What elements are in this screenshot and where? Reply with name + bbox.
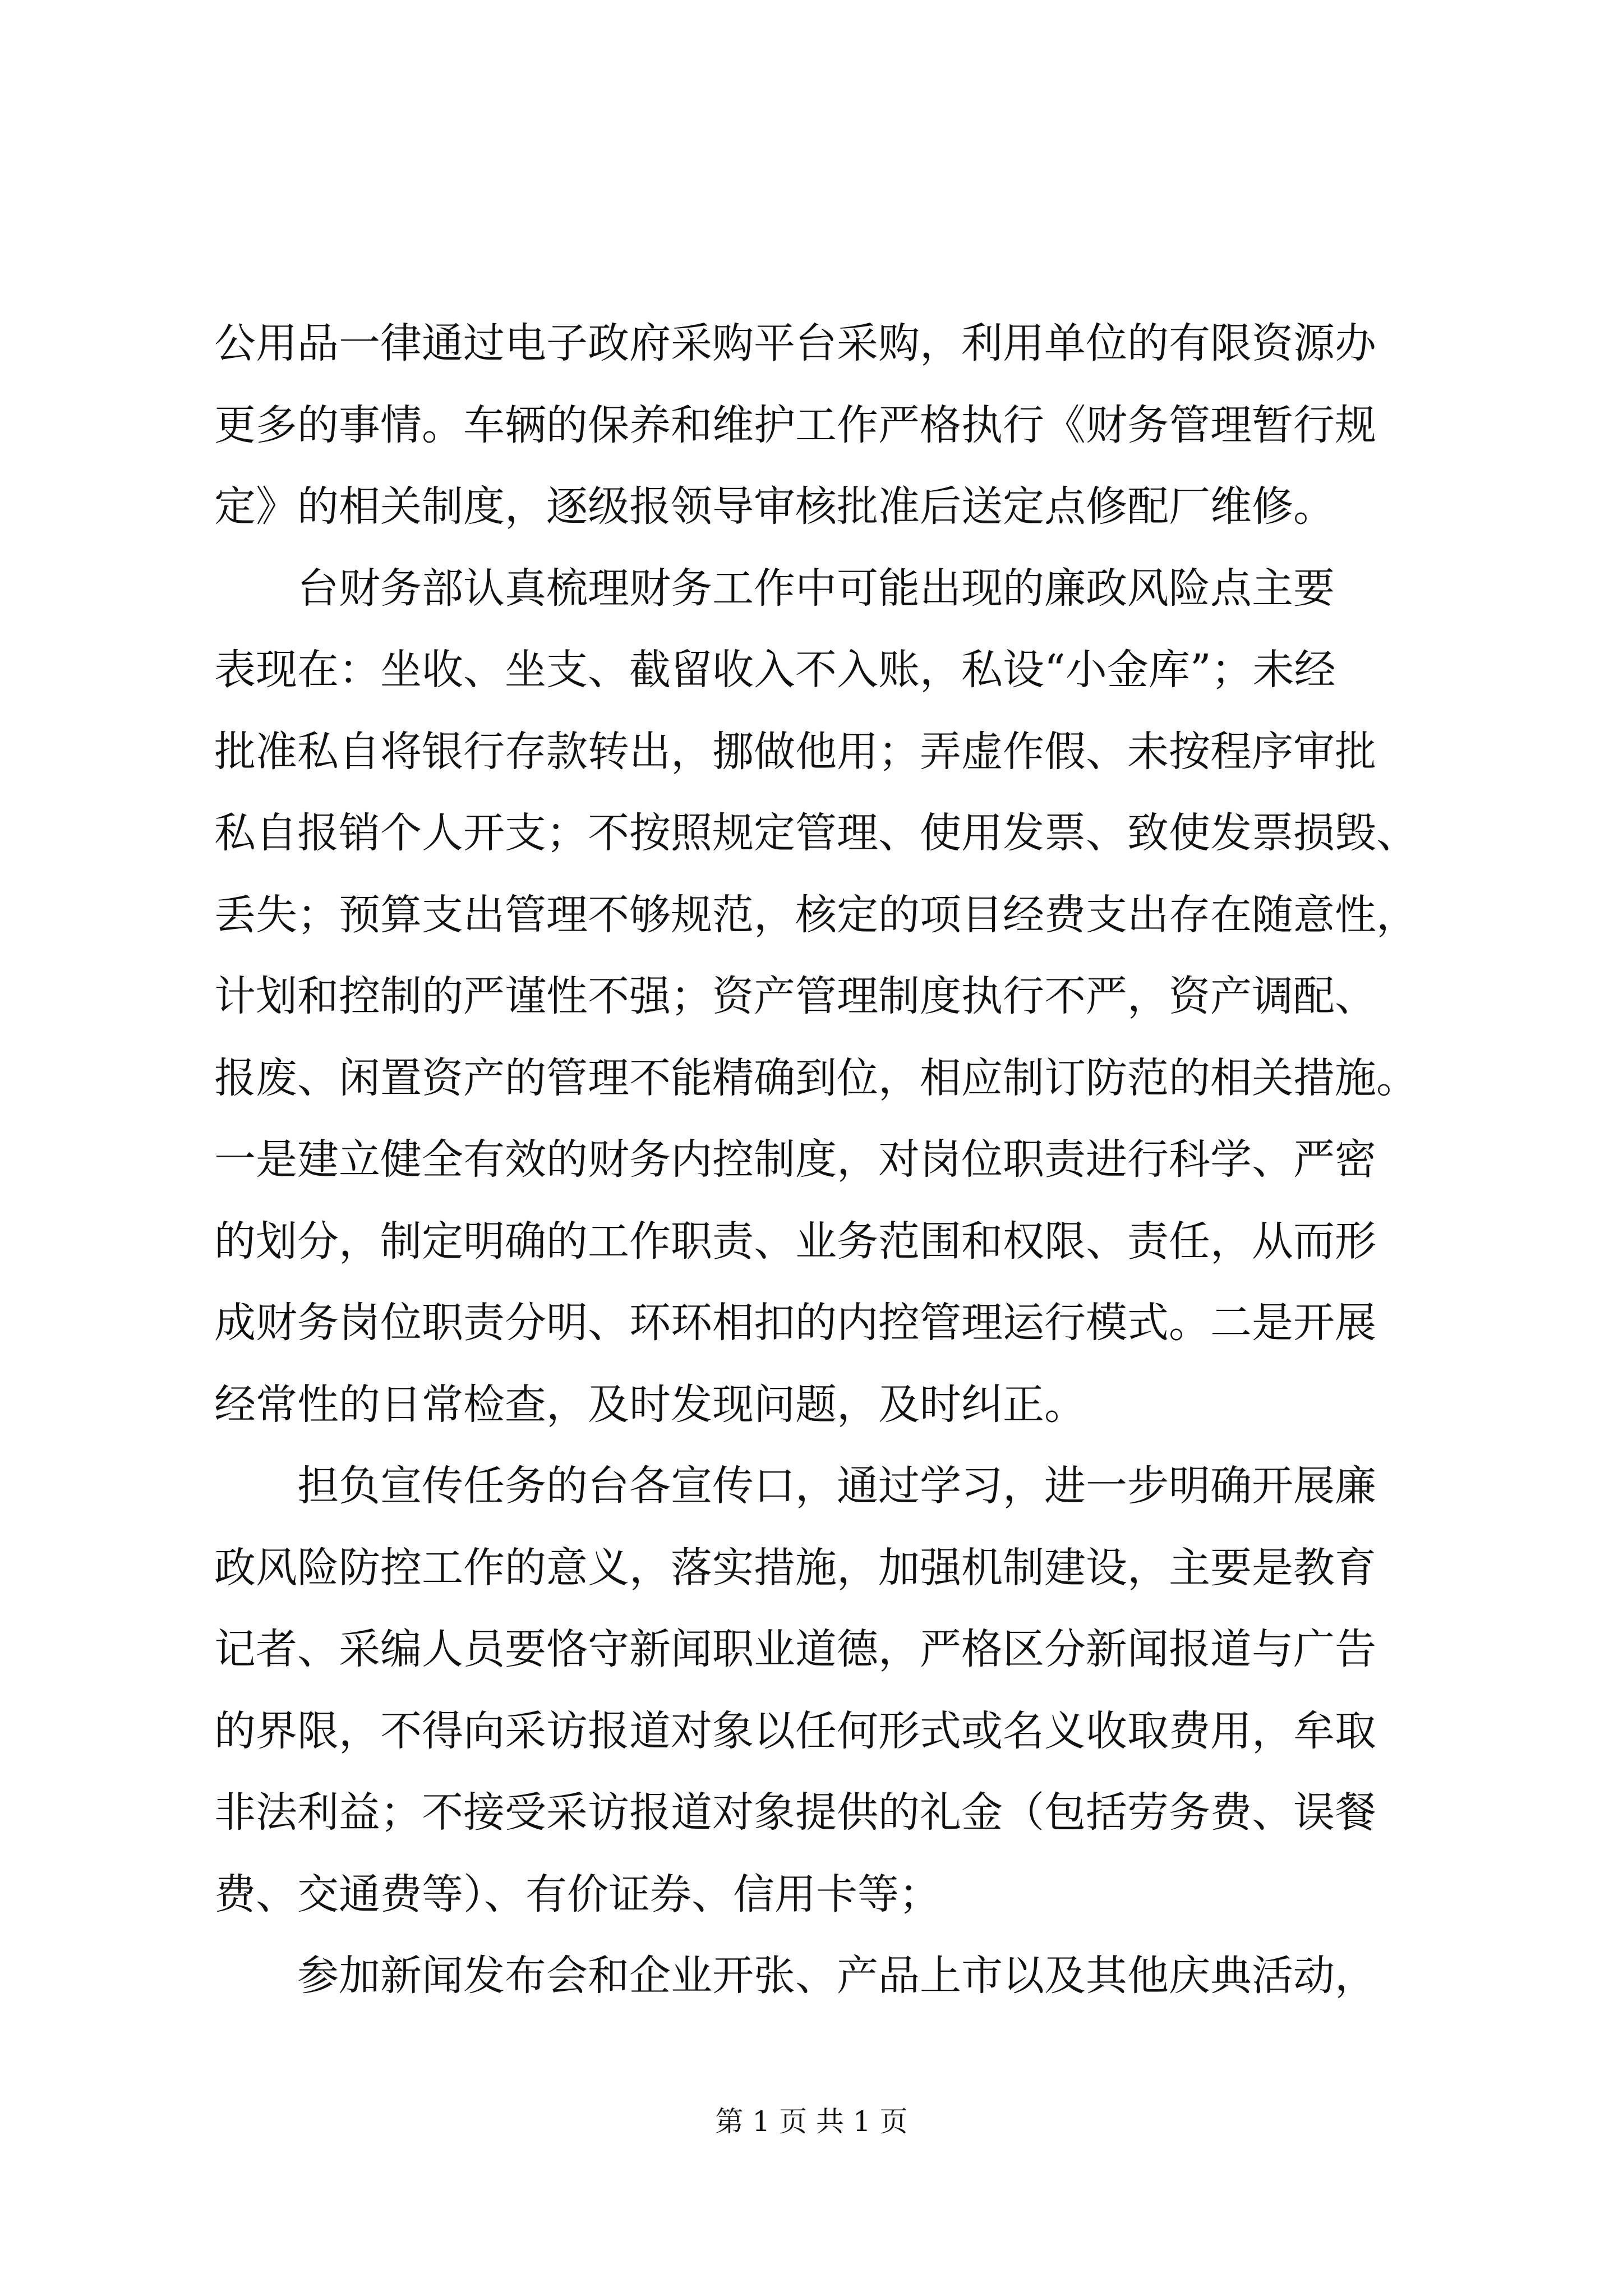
body-text	[214, 303, 1437, 2017]
text-line: 一是建立健全有效的财务内控制度，对岗位职责进行科学、严密	[214, 1135, 1376, 1184]
text-line: 计划和控制的严谨性不强；资产管理制度执行不严，资产调配、	[214, 972, 1376, 1020]
text-line: 经常性的日常检查，及时发现问题，及时纠正。	[214, 1380, 1086, 1429]
text-line: 报废、闲置资产的管理不能精确到位，相应制订防范的相关措施。	[214, 1053, 1418, 1102]
text-line: 定》的相关制度，逐级报领导审核批准后送定点修配厂维修。	[214, 482, 1335, 531]
text-line: 的划分，制定明确的工作职责、业务范围和权限、责任，从而形	[214, 1217, 1376, 1266]
text-line: 非法利益；不接受采访报道对象提供的礼金（包括劳务费、误餐	[214, 1788, 1376, 1837]
page-number: 第 1 页 共 1 页	[715, 2105, 908, 2138]
text-line: 表现在：坐收、坐支、截留收入不入账，私设“小金库”；未经	[214, 646, 1336, 694]
text-line: 的界限，不得向采访报道对象以任何形式或名义收取费用，牟取	[214, 1706, 1376, 1755]
text-line: 私自报销个人开支；不按照规定管理、使用发票、致使发票损毁、	[214, 809, 1418, 857]
page-footer	[0, 2105, 1623, 2138]
text-line: 批准私自将银行存款转出，挪做他用；弄虚作假、未按程序审批	[214, 727, 1376, 776]
text-line: 丢失；预算支出管理不够规范，核定的项目经费支出存在随意性，	[214, 890, 1418, 939]
text-line: 台财务部认真梳理财务工作中可能出现的廉政风险点主要	[214, 564, 1335, 613]
text-line: 参加新闻发布会和企业开张、产品上市以及其他庆典活动，	[214, 1952, 1376, 2000]
text-line: 更多的事情。车辆的保养和维护工作严格执行《财务管理暂行规	[214, 401, 1376, 449]
text-line: 费、交通费等）、有价证券、信用卡等；	[214, 1870, 940, 1918]
text-line: 公用品一律通过电子政府采购平台采购，利用单位的有限资源办	[214, 319, 1376, 367]
text-line: 担负宣传任务的台各宣传口，通过学习，进一步明确开展廉	[214, 1462, 1376, 1510]
text-line: 成财务岗位职责分明、环环相扣的内控管理运行模式。二是开展	[214, 1299, 1376, 1347]
text-line: 记者、采编人员要恪守新闻职业道德，严格区分新闻报道与广告	[214, 1625, 1376, 1673]
text-line: 政风险防控工作的意义，落实措施，加强机制建设，主要是教育	[214, 1543, 1376, 1592]
